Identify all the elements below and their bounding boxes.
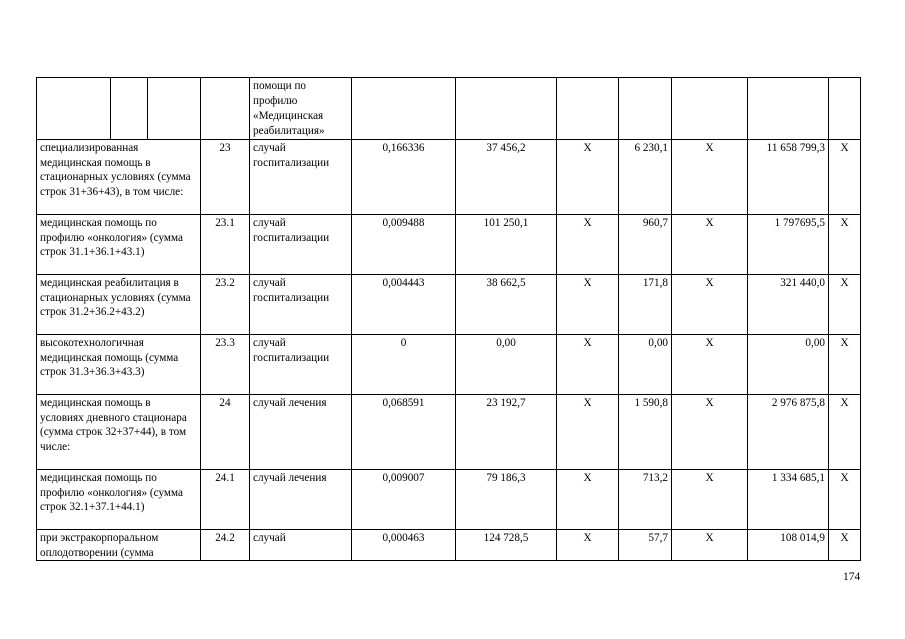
row-name-cell: при экстракорпоральном оплодотворении (сумма: [37, 529, 201, 561]
norm-cell: 0,068591: [352, 394, 456, 469]
value-cell: 6 230,1: [619, 139, 672, 214]
row-name-cell: медицинская помощь по профилю «онкология» (сумма строк 32.1+37.1+44.1): [37, 469, 201, 529]
value-cell: 321 440,0: [748, 274, 829, 334]
unit-cell: случай лечения: [250, 469, 352, 529]
norm-cell: 0,166336: [352, 139, 456, 214]
x-cell: X: [829, 274, 861, 334]
row-name-cell: медицинская реабилитация в стационарных условиях (сумма строк 31.2+36.2+43.2): [37, 274, 201, 334]
table-row: [37, 394, 861, 469]
value-cell: 1 797695,5: [748, 214, 829, 274]
x-cell: X: [829, 469, 861, 529]
norm-cell: 0,009488: [352, 214, 456, 274]
value-cell: 11 658 799,3: [748, 139, 829, 214]
x-cell: X: [672, 529, 748, 561]
page-number: 174: [843, 571, 861, 583]
code-cell: 23.3: [201, 334, 250, 394]
cost-cell: 37 456,2: [456, 139, 557, 214]
tariff-table: [36, 77, 861, 561]
x-cell: X: [672, 274, 748, 334]
value-cell: 713,2: [619, 469, 672, 529]
table-cell: [557, 78, 619, 140]
unit-cell: случай госпитализации: [250, 139, 352, 214]
row-name-cell: медицинская помощь по профилю «онкология» (сумма строк 31.1+36.1+43.1): [37, 214, 201, 274]
table-row: [37, 334, 861, 394]
x-cell: X: [829, 214, 861, 274]
cost-cell: 38 662,5: [456, 274, 557, 334]
unit-cell: случай госпитализации: [250, 214, 352, 274]
table-cell: [352, 78, 456, 140]
x-cell: X: [557, 139, 619, 214]
table-cell: [748, 78, 829, 140]
norm-cell: 0: [352, 334, 456, 394]
unit-cell: случай: [250, 529, 352, 561]
table-row: [37, 214, 861, 274]
row-name-cell: высокотехнологичная медицинская помощь (сумма строк 31.3+36.3+43.3): [37, 334, 201, 394]
table-cell: [111, 78, 148, 140]
unit-cell: случай госпитализации: [250, 274, 352, 334]
unit-cell: помощи по профилю «Медицинская реабилитация»: [250, 78, 352, 140]
value-cell: 171,8: [619, 274, 672, 334]
unit-cell: случай лечения: [250, 394, 352, 469]
value-cell: 1 334 685,1: [748, 469, 829, 529]
x-cell: X: [829, 139, 861, 214]
x-cell: X: [829, 334, 861, 394]
table-row: [37, 78, 861, 140]
table-cell: [37, 78, 111, 140]
table-cell: [201, 78, 250, 140]
code-cell: 23: [201, 139, 250, 214]
table-cell: [456, 78, 557, 140]
x-cell: X: [557, 334, 619, 394]
value-cell: 0,00: [619, 334, 672, 394]
value-cell: 2 976 875,8: [748, 394, 829, 469]
code-cell: 24: [201, 394, 250, 469]
x-cell: X: [557, 469, 619, 529]
x-cell: X: [557, 214, 619, 274]
x-cell: X: [672, 214, 748, 274]
code-cell: 24.1: [201, 469, 250, 529]
row-name-cell: медицинская помощь в условиях дневного стационара (сумма строк 32+37+44), в том числе:: [37, 394, 201, 469]
value-cell: 57,7: [619, 529, 672, 561]
value-cell: 960,7: [619, 214, 672, 274]
code-cell: 24.2: [201, 529, 250, 561]
x-cell: X: [557, 529, 619, 561]
x-cell: X: [557, 274, 619, 334]
table-row: [37, 529, 861, 561]
x-cell: X: [557, 394, 619, 469]
value-cell: 0,00: [748, 334, 829, 394]
norm-cell: 0,000463: [352, 529, 456, 561]
table-cell: [619, 78, 672, 140]
table-cell: [829, 78, 861, 140]
x-cell: X: [829, 394, 861, 469]
x-cell: X: [672, 394, 748, 469]
cost-cell: 101 250,1: [456, 214, 557, 274]
table-cell: [148, 78, 201, 140]
x-cell: X: [672, 139, 748, 214]
table-row: [37, 274, 861, 334]
value-cell: 108 014,9: [748, 529, 829, 561]
norm-cell: 0,009007: [352, 469, 456, 529]
cost-cell: 124 728,5: [456, 529, 557, 561]
cost-cell: 23 192,7: [456, 394, 557, 469]
value-cell: 1 590,8: [619, 394, 672, 469]
unit-cell: случай госпитализации: [250, 334, 352, 394]
row-name-cell: специализированная медицинская помощь в стационарных условиях (сумма строк 31+36+43), в том числе:: [37, 139, 201, 214]
cost-cell: 0,00: [456, 334, 557, 394]
code-cell: 23.2: [201, 274, 250, 334]
x-cell: X: [829, 529, 861, 561]
norm-cell: 0,004443: [352, 274, 456, 334]
x-cell: X: [672, 334, 748, 394]
x-cell: X: [672, 469, 748, 529]
cost-cell: 79 186,3: [456, 469, 557, 529]
table-cell: [672, 78, 748, 140]
table-row: [37, 139, 861, 214]
code-cell: 23.1: [201, 214, 250, 274]
table-row: [37, 469, 861, 529]
